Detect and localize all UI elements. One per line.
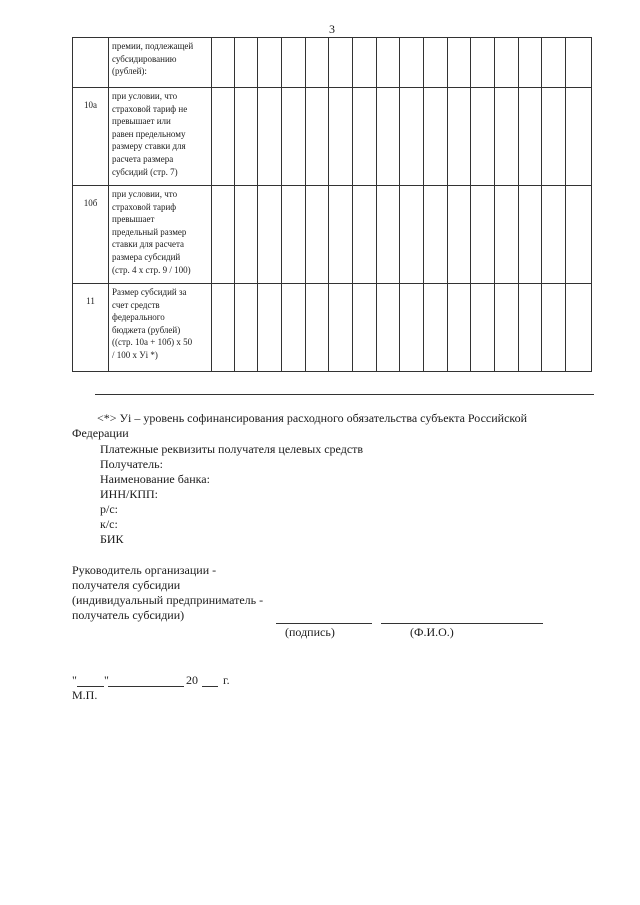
row-label-line: федерального <box>112 312 165 323</box>
empty-cell <box>306 284 329 372</box>
row-label-line: субсидий (стр. 7) <box>112 166 178 177</box>
row-label-line: (рублей): <box>112 66 147 77</box>
empty-cell <box>377 88 400 186</box>
requisites-corr-account: к/с: <box>100 517 118 531</box>
empty-cell <box>306 186 329 284</box>
empty-cell <box>235 186 258 284</box>
row-label-line: предельный размер <box>112 226 187 237</box>
empty-cell <box>235 38 258 88</box>
empty-cell <box>566 88 592 186</box>
empty-cell <box>400 38 424 88</box>
table-row <box>73 38 592 88</box>
row-label-line: расчета размера <box>112 153 174 164</box>
empty-cell <box>235 284 258 372</box>
empty-cell <box>542 38 566 88</box>
requisites-title: Платежные реквизиты получателя целевых средств <box>100 442 364 456</box>
table-row <box>73 186 592 284</box>
row-number: 11 <box>73 284 109 372</box>
empty-cell <box>400 284 424 372</box>
empty-cell <box>212 186 235 284</box>
empty-cell <box>471 186 495 284</box>
empty-cell <box>282 38 306 88</box>
empty-cell <box>306 38 329 88</box>
empty-cell <box>258 186 282 284</box>
empty-cell <box>282 186 306 284</box>
empty-cell <box>495 38 519 88</box>
empty-cell <box>212 284 235 372</box>
row-label-line: страховой тариф не <box>112 103 188 114</box>
empty-cell <box>258 88 282 186</box>
empty-cell <box>471 88 495 186</box>
date-close-quote: " <box>104 673 109 687</box>
signature-line <box>276 623 372 624</box>
date-open-quote: " <box>72 673 77 687</box>
row-label-line: превышает <box>112 214 155 225</box>
row-label-line: превышает или <box>112 116 171 127</box>
row-label <box>109 284 212 372</box>
requisites-account: р/с: <box>100 502 118 516</box>
empty-cell <box>353 284 377 372</box>
row-label <box>109 88 212 186</box>
empty-cell <box>519 186 542 284</box>
empty-cell <box>519 284 542 372</box>
empty-cell <box>566 38 592 88</box>
empty-cell <box>353 38 377 88</box>
empty-cell <box>306 88 329 186</box>
empty-cell <box>400 88 424 186</box>
empty-cell <box>519 38 542 88</box>
footnote-separator <box>95 394 594 395</box>
row-label-line: страховой тариф <box>112 201 177 212</box>
requisites-recipient: Получатель: <box>100 457 163 471</box>
empty-cell <box>542 284 566 372</box>
row-label-line: размеру ставки для <box>112 141 186 152</box>
empty-cell <box>448 38 471 88</box>
empty-cell <box>235 88 258 186</box>
empty-cell <box>377 38 400 88</box>
requisites-bik: БИК <box>100 532 124 546</box>
table-row <box>73 88 592 186</box>
stamp-label: М.П. <box>72 688 98 702</box>
row-label-line: ((стр. 10а + 10б) x 50 <box>112 337 193 348</box>
page-number: 3 <box>329 22 335 36</box>
table-row <box>73 284 592 372</box>
empty-cell <box>353 88 377 186</box>
empty-cell <box>377 284 400 372</box>
empty-cell <box>495 88 519 186</box>
empty-cell <box>424 38 448 88</box>
empty-cell <box>566 284 592 372</box>
row-label-line: субсидированию <box>112 53 177 64</box>
empty-cell <box>258 284 282 372</box>
empty-cell <box>329 284 353 372</box>
date-year-line <box>202 686 218 687</box>
requisites-inn: ИНН/КПП: <box>100 487 159 501</box>
row-label-line: премии, подлежащей <box>112 41 194 51</box>
name-caption: (Ф.И.О.) <box>410 625 454 639</box>
empty-cell <box>329 186 353 284</box>
date-year-suffix: г. <box>223 673 230 687</box>
signature-caption: (подпись) <box>285 625 335 639</box>
row-label-line: бюджета (рублей) <box>112 324 181 335</box>
empty-cell <box>424 186 448 284</box>
signature-head-4: получатель субсидии) <box>72 608 185 622</box>
empty-cell <box>495 284 519 372</box>
signature-head-2: получателя субсидии <box>72 578 181 592</box>
row-number <box>73 38 109 88</box>
empty-cell <box>448 88 471 186</box>
empty-cell <box>542 186 566 284</box>
empty-cell <box>400 186 424 284</box>
empty-cell <box>566 186 592 284</box>
row-label-line: / 100 x Уi *) <box>112 349 158 360</box>
date-day-line <box>77 686 104 687</box>
empty-cell <box>212 88 235 186</box>
date-year-prefix: 20 <box>186 673 198 687</box>
empty-cell <box>424 88 448 186</box>
row-label <box>109 38 212 88</box>
row-label-line: размера субсидий <box>112 251 181 262</box>
row-label <box>109 186 212 284</box>
row-number: 10а <box>73 88 109 186</box>
empty-cell <box>519 88 542 186</box>
empty-cell <box>471 38 495 88</box>
row-number: 10б <box>73 186 109 284</box>
empty-cell <box>495 186 519 284</box>
row-label-line: равен предельному <box>112 128 186 139</box>
row-label-line: (стр. 4 x стр. 9 / 100) <box>112 264 191 275</box>
empty-cell <box>448 186 471 284</box>
row-label-line: Размер субсидий за <box>112 287 187 297</box>
empty-cell <box>424 284 448 372</box>
row-label-line: при условии, что <box>112 91 178 101</box>
empty-cell <box>282 284 306 372</box>
name-line <box>381 623 543 624</box>
date-month-line <box>108 686 184 687</box>
empty-cell <box>329 88 353 186</box>
empty-cell <box>353 186 377 284</box>
signature-head-1: Руководитель организации - <box>72 563 217 577</box>
empty-cell <box>448 284 471 372</box>
empty-cell <box>212 38 235 88</box>
empty-cell <box>329 38 353 88</box>
empty-cell <box>471 284 495 372</box>
empty-cell <box>542 88 566 186</box>
subsidy-table <box>72 37 592 372</box>
signature-head-3: (индивидуальный предприниматель - <box>72 593 264 607</box>
empty-cell <box>282 88 306 186</box>
empty-cell <box>258 38 282 88</box>
footnote-line-1: <*> Уi – уровень софинансирования расходного обязательства субъекта Российской <box>97 411 528 425</box>
row-label-line: при условии, что <box>112 189 178 199</box>
requisites-bank: Наименование банка: <box>100 472 210 486</box>
empty-cell <box>377 186 400 284</box>
row-label-line: ставки для расчета <box>112 239 185 250</box>
footnote-line-2: Федерации <box>72 426 129 440</box>
row-label-line: счет средств <box>112 299 160 310</box>
